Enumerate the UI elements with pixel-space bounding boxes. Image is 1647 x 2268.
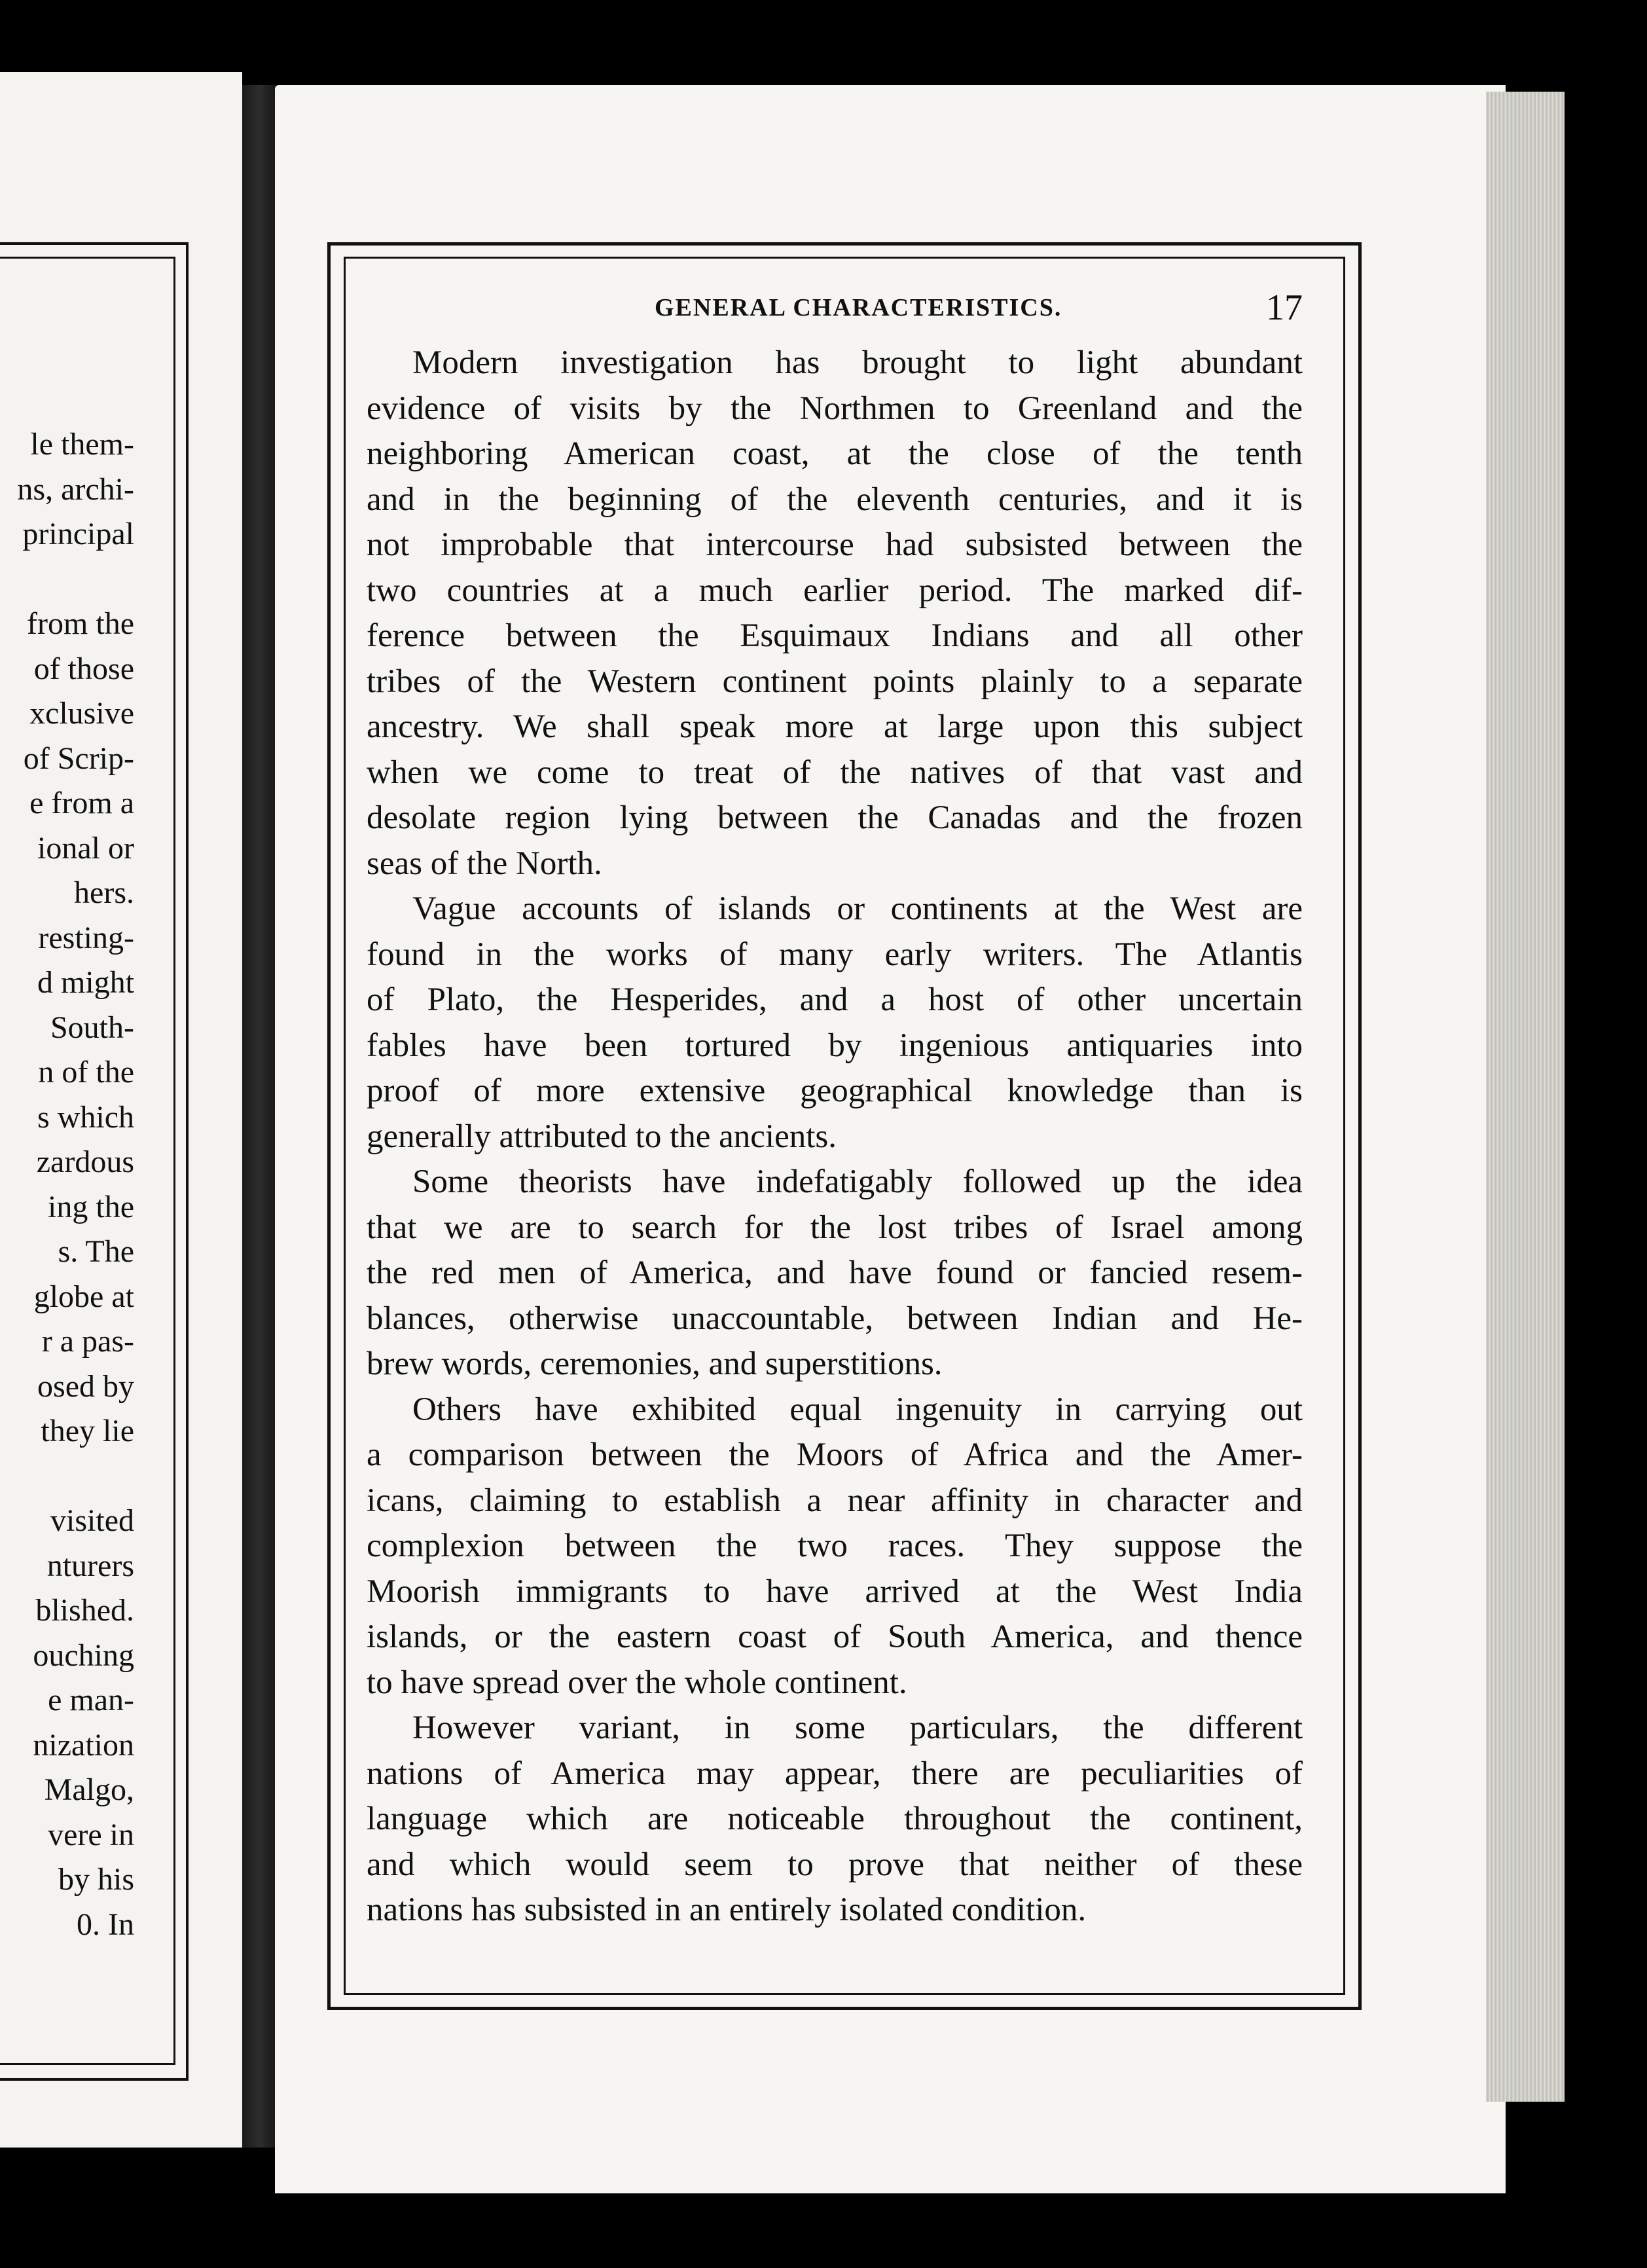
left-page [0,72,242,2148]
text-line: generally attributed to the ancients. [367,1118,837,1155]
running-head [367,288,1303,340]
text-line: of Plato, the Hesperides, and a host of other uncertain [367,981,1303,1018]
text-line: that we are to search for the lost tribes of Israel among [367,1209,1303,1246]
left-page-line: vere in [48,1817,134,1852]
text-line: ancestry. We shall speak more at large upon this subject [367,708,1303,745]
left-page-line: South- [50,1010,134,1045]
left-page-line: s. The [58,1234,134,1269]
text-line: Vague accounts of islands or continents at the West are [412,890,1303,927]
left-page-line [0,557,134,602]
left-page-line: xclusive [29,696,134,731]
left-page-line: from the [27,606,134,641]
text-line: the red men of America, and have found or fancied resem- [367,1254,1303,1291]
left-page-line: visited [50,1503,134,1538]
left-page-line: of Scrip- [23,741,134,776]
text-line: and which would seem to prove that neither of these [367,1846,1303,1883]
text-line: proof of more extensive geographical knowledge than is [367,1072,1303,1109]
left-page-line: they lie [41,1414,134,1448]
left-page-line: principal [22,517,134,551]
left-page-line: of those [33,651,134,686]
text-line: found in the works of many early writers. The Atlantis [367,936,1303,973]
text-line: Modern investigation has brought to light abundant [412,344,1303,381]
text-line: Moorish immigrants to have arrived at the West India [367,1573,1303,1610]
text-line: neighboring American coast, at the close of the tenth [367,435,1303,472]
text-line: Others have exhibited equal ingenuity in carrying out [412,1391,1303,1428]
page-content [367,288,1303,1933]
paragraph [367,887,1303,1160]
text-line: Some theorists have indefatigably followed up the idea [412,1163,1303,1200]
left-page-line: globe at [33,1279,134,1314]
left-page-line: zardous [36,1144,134,1179]
text-line: evidence of visits by the Northmen to Greenland and the [367,390,1303,427]
running-head-title: GENERAL CHARACTERISTICS. [655,294,1062,321]
body-text [367,340,1303,1933]
text-line: ference between the Esquimaux Indians and all other [367,617,1303,654]
left-page-line: ouching [33,1637,134,1673]
left-page-line: le them- [30,427,134,462]
page-fore-edge [1486,92,1565,2102]
left-page-line: ing the [48,1189,134,1224]
left-page-line: s which [37,1099,134,1135]
left-page-line: Malgo, [44,1772,134,1807]
paragraph [367,340,1303,887]
text-line: when we come to treat of the natives of that vast and [367,754,1303,791]
text-line: brew words, ceremonies, and superstitions. [367,1345,943,1382]
text-line: islands, or the eastern coast of South America, and thence [367,1619,1303,1655]
left-page-line: blished. [35,1593,134,1628]
left-page-line: hers. [74,875,134,910]
page-number: 17 [1266,287,1303,328]
left-page-line: ns, archi- [17,471,134,507]
left-page-line: d might [37,965,134,1000]
text-line: not improbable that intercourse had subsisted between the [367,526,1303,563]
left-page-line: r a pas- [41,1324,134,1359]
left-page-line: osed by [37,1368,134,1404]
left-page-line: n of the [38,1055,134,1089]
text-line: fables have been tortured by ingenious antiquaries into [367,1027,1303,1064]
text-line: language which are noticeable throughout the continent, [367,1801,1303,1837]
text-line: nations has subsisted in an entirely isolated condition. [367,1892,1087,1928]
left-page-line: by his [58,1862,134,1897]
text-line: seas of the North. [367,845,602,882]
text-line: and in the beginning of the eleventh centuries, and it is [367,481,1303,518]
left-page-line: 0. In [77,1907,134,1942]
paragraph [367,1387,1303,1706]
left-page-line: e man- [48,1683,134,1717]
left-page-line: nization [33,1727,134,1763]
left-page-line: resting- [38,920,134,955]
text-line: blances, otherwise unaccountable, between Indian and He- [367,1300,1303,1337]
text-line: to have spread over the whole continent. [367,1664,907,1701]
text-line: two countries at a much earlier period. The marked dif- [367,572,1303,609]
left-page-line: ional or [37,830,134,866]
text-line: desolate region lying between the Canadas and the frozen [367,799,1303,836]
paragraph [367,1160,1303,1387]
left-page-text [0,422,134,1947]
text-line: a comparison between the Moors of Africa and the Amer- [367,1436,1303,1473]
text-line: complexion between the two races. They suppose the [367,1527,1303,1564]
text-line: icans, claiming to establish a near affinity in character and [367,1482,1303,1519]
text-line: tribes of the Western continent points plainly to a separate [367,663,1303,700]
left-page-line: nturers [46,1548,134,1583]
paragraph [367,1706,1303,1933]
text-line: However variant, in some particulars, the different [412,1710,1303,1746]
text-line: nations of America may appear, there are peculiarities of [367,1755,1303,1792]
left-page-line: e from a [29,786,134,820]
left-page-line [0,1454,134,1499]
